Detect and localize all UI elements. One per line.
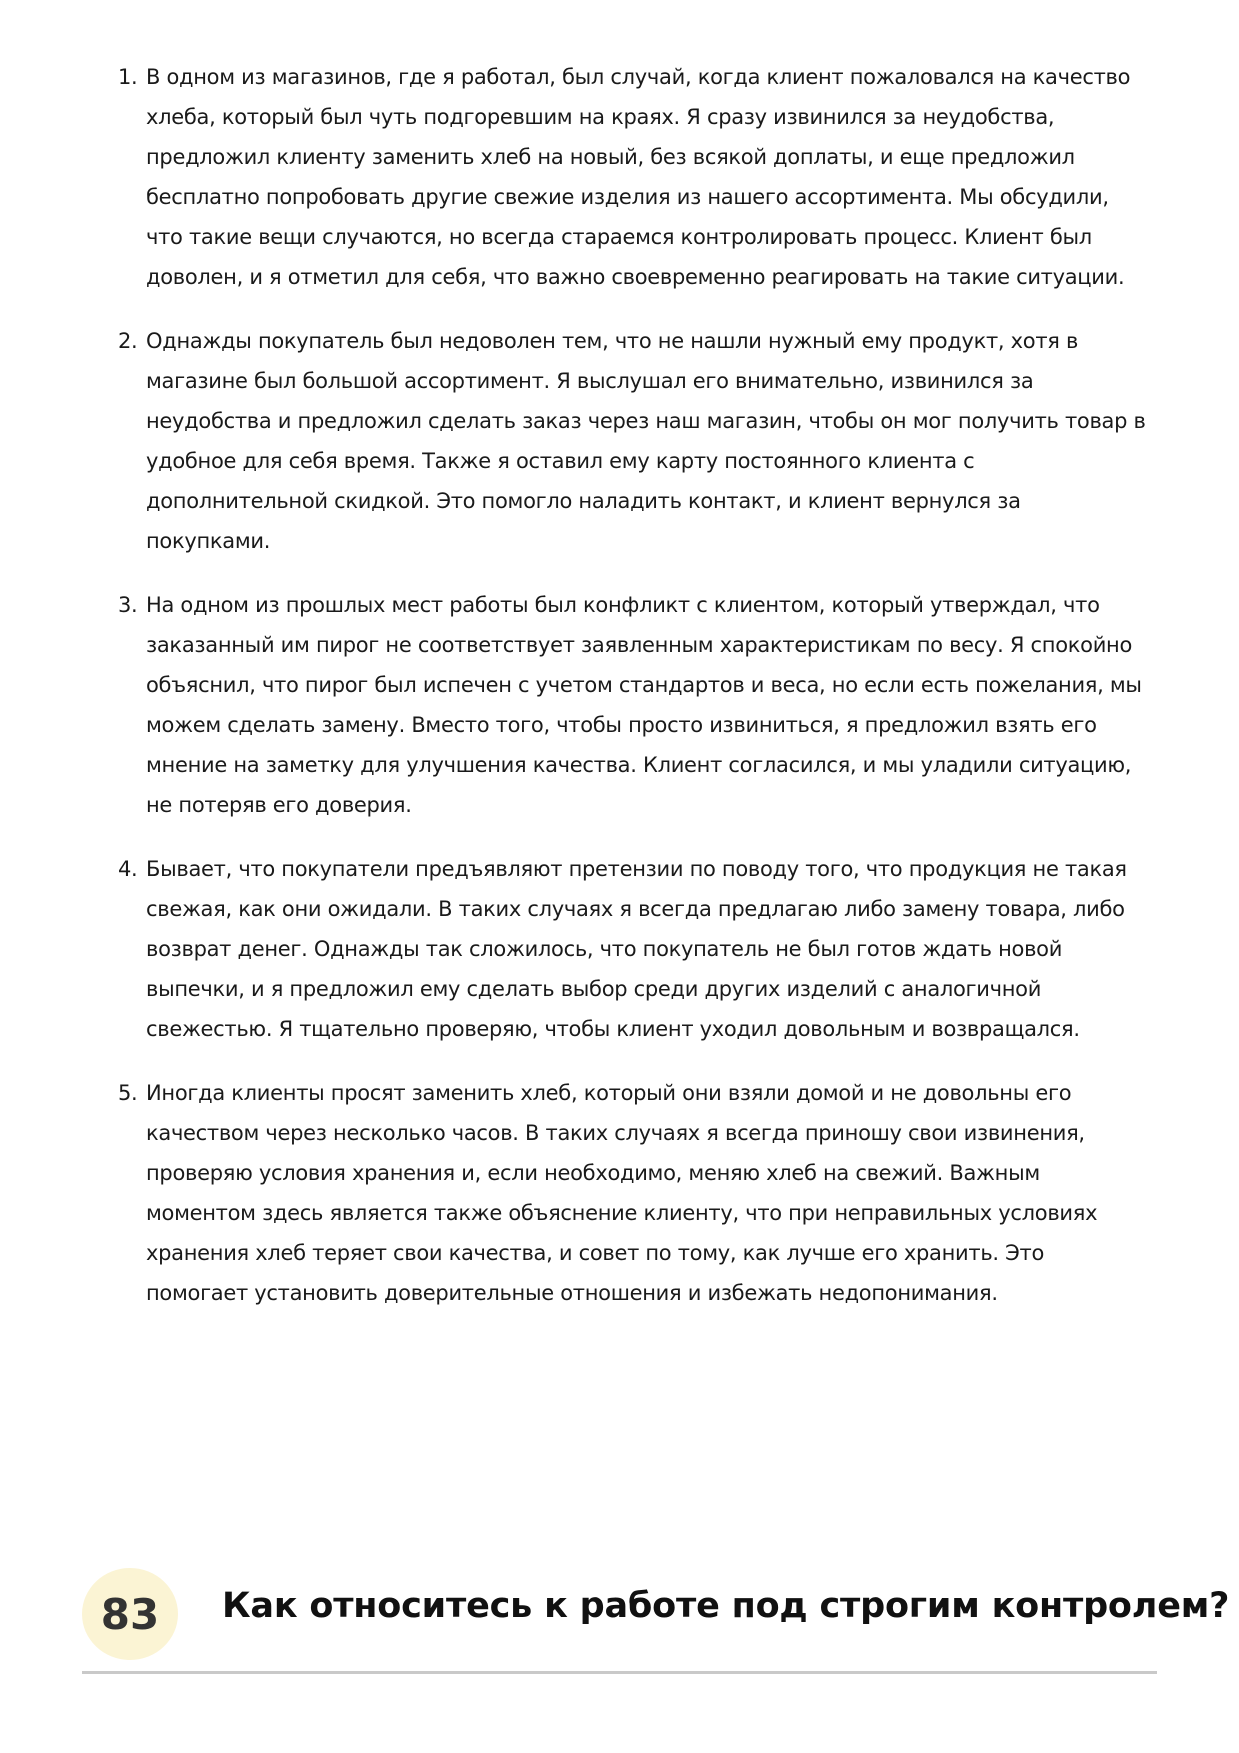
list-item	[0, 57, 1151, 297]
list-item	[0, 1073, 1151, 1313]
question-footer	[82, 1568, 1230, 1660]
list-item	[0, 585, 1151, 825]
list-item-text: На одном из прошлых мест работы был конфликт с клиентом, который утверждал, что заказанный им пирог не соответствует заявленным характеристикам по весу. Я спокойно объяснил, что пирог был испечен с учетом стандартов и веса, но если есть пожелания, мы можем сделать замену. Вместо того, чтобы просто извиниться, я предложил взять его мнение на заметку для улучшения качества. Клиент согласился, и мы уладили ситуацию, не потеряв его доверия.	[146, 593, 1142, 817]
list-item-text: В одном из магазинов, где я работал, был случай, когда клиент пожаловался на качество хлеба, который был чуть подгоревшим на краях. Я сразу извинился за неудобства, предложил клиенту заменить хлеб на новый, без всякой доплаты, и еще предложил бесплатно попробовать другие свежие изделия из нашего ассортимента. Мы обсудили, что такие вещи случаются, но всегда стараемся контролировать процесс. Клиент был доволен, и я отметил для себя, что важно своевременно реагировать на такие ситуации.	[146, 65, 1131, 289]
list-item-number: 2.	[118, 329, 138, 353]
list-item	[0, 321, 1151, 561]
list-item-number: 4.	[118, 857, 138, 881]
footer-divider	[82, 1671, 1157, 1674]
list-item-text: Однажды покупатель был недоволен тем, что не нашли нужный ему продукт, хотя в магазине был большой ассортимент. Я выслушал его внимательно, извинился за неудобства и предложил сделать заказ через наш магазин, чтобы он мог получить товар в удобное для себя время. Также я оставил ему карту постоянного клиента с дополнительной скидкой. Это помогло наладить контакт, и клиент вернулся за покупками.	[146, 329, 1146, 553]
list-item-number: 1.	[118, 65, 138, 89]
answer-list	[0, 57, 1239, 1337]
list-item-number: 5.	[118, 1081, 138, 1105]
list-item-number: 3.	[118, 593, 138, 617]
question-title: Как относитесь к работе под строгим контролем?	[222, 1586, 1230, 1626]
page-number-badge: 83	[82, 1568, 178, 1660]
list-item-text: Иногда клиенты просят заменить хлеб, который они взяли домой и не довольны его качеством через несколько часов. В таких случаях я всегда приношу свои извинения, проверяю условия хранения и, если необходимо, меняю хлеб на свежий. Важным моментом здесь является также объяснение клиенту, что при неправильных условиях хранения хлеб теряет свои качества, и совет по тому, как лучше его хранить. Это помогает установить доверительные отношения и избежать недопонимания.	[146, 1081, 1098, 1305]
list-item-text: Бывает, что покупатели предъявляют претензии по поводу того, что продукция не такая свежая, как они ожидали. В таких случаях я всегда предлагаю либо замену товара, либо возврат денег. Однажды так сложилось, что покупатель не был готов ждать новой выпечки, и я предложил ему сделать выбор среди других изделий с аналогичной свежестью. Я тщательно проверяю, чтобы клиент уходил довольным и возвращался.	[146, 857, 1127, 1041]
list-item	[0, 849, 1151, 1049]
